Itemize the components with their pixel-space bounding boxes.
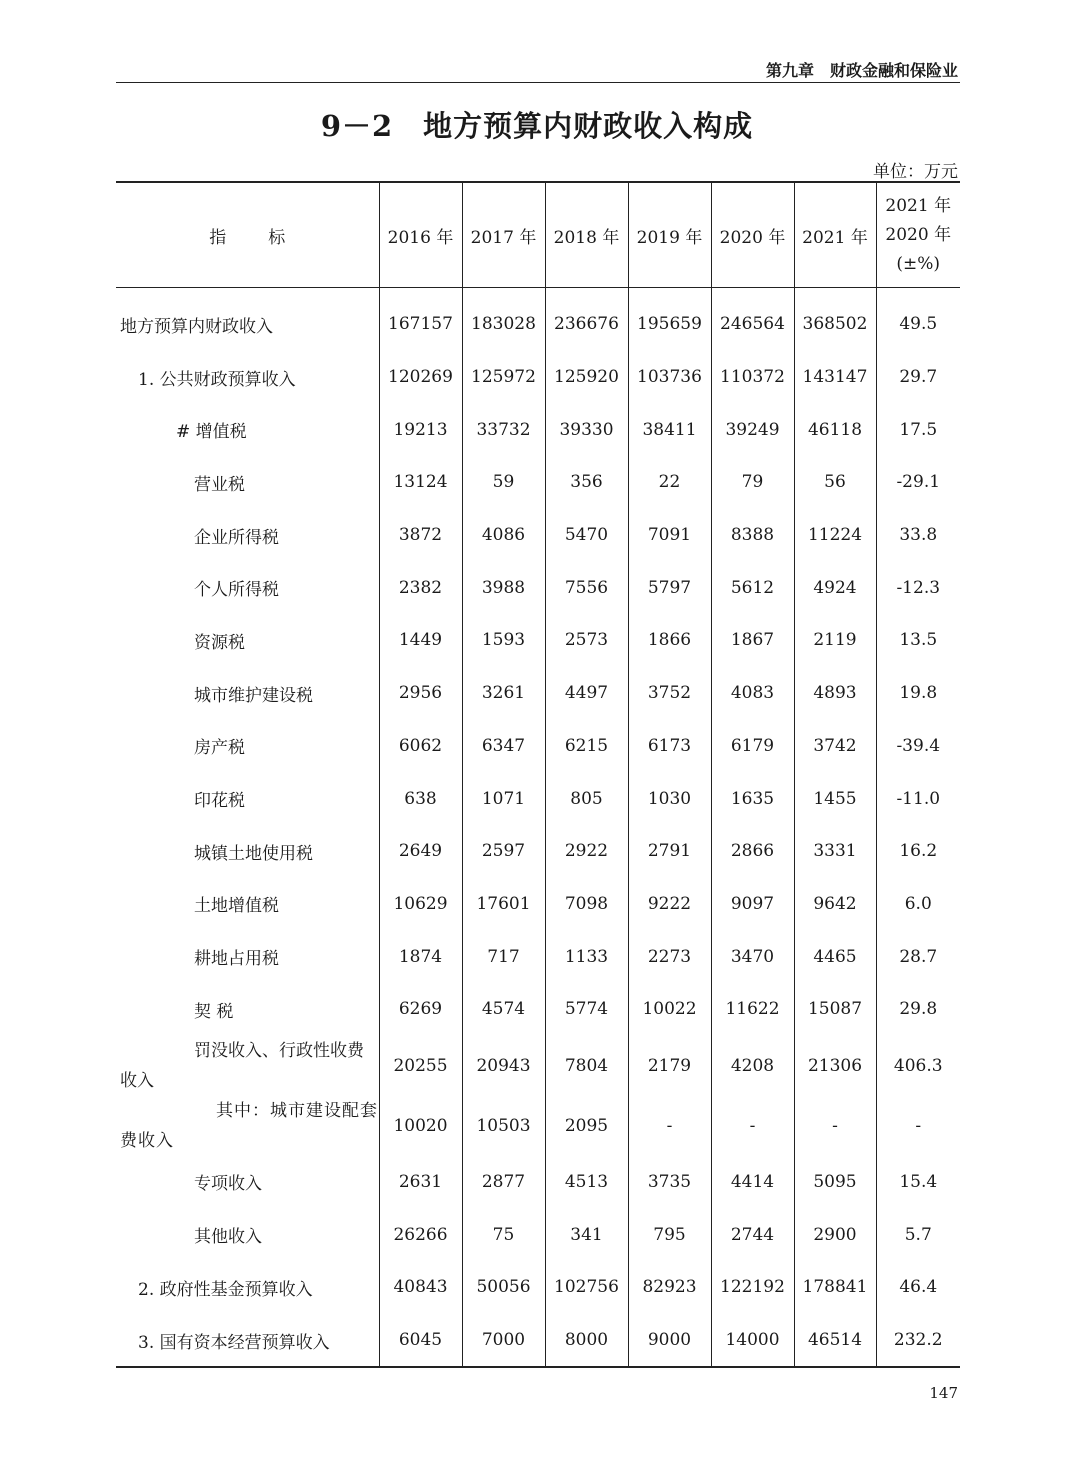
- row-value: 11622: [711, 983, 794, 1036]
- row-label: 专项收入: [116, 1156, 379, 1209]
- row-value: 20943: [462, 1036, 545, 1096]
- row-value: 110372: [711, 351, 794, 404]
- table-row: [116, 561, 960, 614]
- row-value: 10503: [462, 1096, 545, 1156]
- row-value: 39249: [711, 403, 794, 456]
- table-row: [116, 1156, 960, 1209]
- row-value: 6215: [545, 720, 628, 773]
- row-value: 39330: [545, 403, 628, 456]
- row-value: -: [711, 1096, 794, 1156]
- row-value: 13.5: [876, 614, 960, 667]
- row-value: 9097: [711, 878, 794, 931]
- row-value: 4513: [545, 1156, 628, 1209]
- row-value: 122192: [711, 1261, 794, 1314]
- row-value: -12.3: [876, 561, 960, 614]
- unit-label: 单位：万元: [873, 162, 958, 182]
- row-value: 2956: [379, 667, 462, 720]
- row-value: 717: [462, 930, 545, 983]
- row-value: -: [794, 1096, 876, 1156]
- table-row: [116, 403, 960, 456]
- row-value: 19.8: [876, 667, 960, 720]
- row-value: 19213: [379, 403, 462, 456]
- row-label: 城市维护建设税: [116, 667, 379, 720]
- row-value: 6045: [379, 1314, 462, 1368]
- col-header-2016: 2016 年: [379, 182, 462, 288]
- row-value: 4086: [462, 509, 545, 562]
- row-value: 1133: [545, 930, 628, 983]
- row-value: -: [876, 1096, 960, 1156]
- row-value: 2095: [545, 1096, 628, 1156]
- col-header-change: 2021 年 2020 年 (±%): [876, 182, 960, 288]
- row-value: 2900: [794, 1208, 876, 1261]
- row-value: 125920: [545, 351, 628, 404]
- row-value: 1635: [711, 772, 794, 825]
- row-value: 46118: [794, 403, 876, 456]
- row-label: 营业税: [116, 456, 379, 509]
- row-label: 耕地占用税: [116, 930, 379, 983]
- table-row: [116, 1036, 960, 1096]
- row-value: 2649: [379, 825, 462, 878]
- row-value: 82923: [628, 1261, 711, 1314]
- row-value: 2791: [628, 825, 711, 878]
- row-value: 6173: [628, 720, 711, 773]
- row-value: 46.4: [876, 1261, 960, 1314]
- row-value: 1449: [379, 614, 462, 667]
- row-label: 其他收入: [116, 1208, 379, 1261]
- row-value: 9000: [628, 1314, 711, 1368]
- col-header-2020: 2020 年: [711, 182, 794, 288]
- row-value: 14000: [711, 1314, 794, 1368]
- row-value: 3261: [462, 667, 545, 720]
- table-row: [116, 1096, 960, 1156]
- row-value: 2877: [462, 1156, 545, 1209]
- row-label: 其中：城市建设配套费收入: [116, 1096, 379, 1156]
- table-row: [116, 456, 960, 509]
- row-value: 1030: [628, 772, 711, 825]
- row-value: 5470: [545, 509, 628, 562]
- row-value: 232.2: [876, 1314, 960, 1368]
- row-value: 28.7: [876, 930, 960, 983]
- row-value: 4465: [794, 930, 876, 983]
- table-row: [116, 825, 960, 878]
- row-value: 5797: [628, 561, 711, 614]
- row-value: 50056: [462, 1261, 545, 1314]
- row-value: 6062: [379, 720, 462, 773]
- table-row: [116, 983, 960, 1036]
- page-number: 147: [929, 1384, 958, 1402]
- table-header-row: [116, 182, 960, 288]
- row-value: 3735: [628, 1156, 711, 1209]
- row-value: 4414: [711, 1156, 794, 1209]
- chapter-header: 第九章 财政金融和保险业: [765, 61, 958, 80]
- table-row: [116, 509, 960, 562]
- row-value: 638: [379, 772, 462, 825]
- row-value: 2179: [628, 1036, 711, 1096]
- row-value: 49.5: [876, 288, 960, 351]
- row-value: 2573: [545, 614, 628, 667]
- row-value: 2382: [379, 561, 462, 614]
- row-label: 2. 政府性基金预算收入: [116, 1261, 379, 1314]
- row-value: 2273: [628, 930, 711, 983]
- col-header-2021: 2021 年: [794, 182, 876, 288]
- row-value: 2631: [379, 1156, 462, 1209]
- row-value: 103736: [628, 351, 711, 404]
- row-label: 土地增值税: [116, 878, 379, 931]
- row-value: -: [628, 1096, 711, 1156]
- row-value: 3331: [794, 825, 876, 878]
- table-row: [116, 1261, 960, 1314]
- row-value: 46514: [794, 1314, 876, 1368]
- row-value: 143147: [794, 351, 876, 404]
- row-value: 3742: [794, 720, 876, 773]
- row-value: 7091: [628, 509, 711, 562]
- row-value: 3872: [379, 509, 462, 562]
- table-title: 9－2 地方预算内财政收入构成: [320, 109, 754, 143]
- row-value: 7098: [545, 878, 628, 931]
- row-value: 33732: [462, 403, 545, 456]
- table-row: [116, 930, 960, 983]
- row-value: 1455: [794, 772, 876, 825]
- row-value: 9642: [794, 878, 876, 931]
- row-value: 1071: [462, 772, 545, 825]
- header-rule: [116, 82, 960, 83]
- row-value: 1593: [462, 614, 545, 667]
- table-row: [116, 1314, 960, 1368]
- table-row: [116, 351, 960, 404]
- row-value: 17.5: [876, 403, 960, 456]
- row-value: 4574: [462, 983, 545, 1036]
- row-label: 城镇土地使用税: [116, 825, 379, 878]
- row-value: 21306: [794, 1036, 876, 1096]
- revenue-table: [116, 181, 960, 1368]
- row-value: 29.7: [876, 351, 960, 404]
- row-label: # 增值税: [116, 403, 379, 456]
- row-value: 246564: [711, 288, 794, 351]
- row-label: 契 税: [116, 983, 379, 1036]
- row-value: 5095: [794, 1156, 876, 1209]
- row-value: 120269: [379, 351, 462, 404]
- table-row: [116, 878, 960, 931]
- row-value: 59: [462, 456, 545, 509]
- row-value: 10629: [379, 878, 462, 931]
- table-row: [116, 1208, 960, 1261]
- row-value: 2744: [711, 1208, 794, 1261]
- col-header-2019: 2019 年: [628, 182, 711, 288]
- row-value: -39.4: [876, 720, 960, 773]
- row-value: 6269: [379, 983, 462, 1036]
- row-value: 33.8: [876, 509, 960, 562]
- row-label: 房产税: [116, 720, 379, 773]
- row-label: 地方预算内财政收入: [116, 288, 379, 351]
- row-value: 26266: [379, 1208, 462, 1261]
- row-value: 7556: [545, 561, 628, 614]
- table-row: [116, 720, 960, 773]
- row-label: 1. 公共财政预算收入: [116, 351, 379, 404]
- table-row: [116, 288, 960, 351]
- row-value: 38411: [628, 403, 711, 456]
- row-value: 2922: [545, 825, 628, 878]
- row-value: -11.0: [876, 772, 960, 825]
- row-value: 7804: [545, 1036, 628, 1096]
- row-value: 75: [462, 1208, 545, 1261]
- row-value: 3752: [628, 667, 711, 720]
- row-value: 4924: [794, 561, 876, 614]
- row-value: 8388: [711, 509, 794, 562]
- row-value: 4083: [711, 667, 794, 720]
- row-value: 29.8: [876, 983, 960, 1036]
- row-value: 20255: [379, 1036, 462, 1096]
- row-value: 4893: [794, 667, 876, 720]
- row-label: 资源税: [116, 614, 379, 667]
- row-value: 5.7: [876, 1208, 960, 1261]
- row-value: 6347: [462, 720, 545, 773]
- table-row: [116, 667, 960, 720]
- row-label: 个人所得税: [116, 561, 379, 614]
- row-value: 8000: [545, 1314, 628, 1368]
- row-value: 167157: [379, 288, 462, 351]
- row-value: 1867: [711, 614, 794, 667]
- row-value: 6179: [711, 720, 794, 773]
- table-row: [116, 772, 960, 825]
- row-value: 79: [711, 456, 794, 509]
- row-value: 40843: [379, 1261, 462, 1314]
- col-header-2017: 2017 年: [462, 182, 545, 288]
- row-value: 10020: [379, 1096, 462, 1156]
- col-header-indicator: 指标: [116, 182, 379, 288]
- row-value: 22: [628, 456, 711, 509]
- row-value: 795: [628, 1208, 711, 1261]
- row-value: 125972: [462, 351, 545, 404]
- row-value: 7000: [462, 1314, 545, 1368]
- row-value: 1866: [628, 614, 711, 667]
- row-label: 印花税: [116, 772, 379, 825]
- row-value: 9222: [628, 878, 711, 931]
- col-header-2018: 2018 年: [545, 182, 628, 288]
- row-value: 15087: [794, 983, 876, 1036]
- row-value: 3988: [462, 561, 545, 614]
- row-value: 178841: [794, 1261, 876, 1314]
- row-value: 5612: [711, 561, 794, 614]
- row-label: 罚没收入、行政性收费收入: [116, 1036, 379, 1096]
- row-value: 11224: [794, 509, 876, 562]
- row-value: 2597: [462, 825, 545, 878]
- row-value: 236676: [545, 288, 628, 351]
- row-value: 368502: [794, 288, 876, 351]
- row-value: 183028: [462, 288, 545, 351]
- row-value: 17601: [462, 878, 545, 931]
- row-value: 16.2: [876, 825, 960, 878]
- row-value: 6.0: [876, 878, 960, 931]
- row-value: 406.3: [876, 1036, 960, 1096]
- row-value: 13124: [379, 456, 462, 509]
- row-label: 3. 国有资本经营预算收入: [116, 1314, 379, 1368]
- row-value: 102756: [545, 1261, 628, 1314]
- row-value: -29.1: [876, 456, 960, 509]
- row-value: 4497: [545, 667, 628, 720]
- row-value: 2866: [711, 825, 794, 878]
- row-value: 4208: [711, 1036, 794, 1096]
- row-value: 2119: [794, 614, 876, 667]
- table-row: [116, 614, 960, 667]
- row-label: 企业所得税: [116, 509, 379, 562]
- row-value: 56: [794, 456, 876, 509]
- row-value: 10022: [628, 983, 711, 1036]
- row-value: 195659: [628, 288, 711, 351]
- row-value: 1874: [379, 930, 462, 983]
- row-value: 3470: [711, 930, 794, 983]
- row-value: 15.4: [876, 1156, 960, 1209]
- row-value: 356: [545, 456, 628, 509]
- row-value: 5774: [545, 983, 628, 1036]
- row-value: 805: [545, 772, 628, 825]
- row-value: 341: [545, 1208, 628, 1261]
